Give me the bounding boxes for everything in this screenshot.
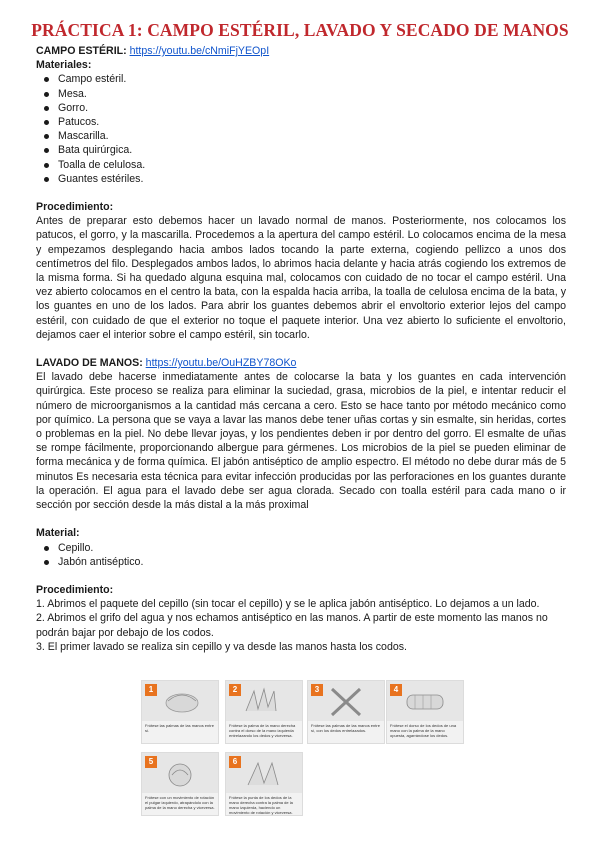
- list-item: Cepillo.: [58, 541, 566, 555]
- lavado-text: El lavado debe hacerse inmediatamente antes de colocarse la bata y los guantes en cada intervención quirúrgica. Este proceso se realiza para eliminar la suciedad, grasa, microbios de la piel, e intentar reducir el número de microorganismos a la cantidad más cercana a cero. Esto se hace tanto por método mecánico como por químico. La persona que se vaya a lavar las manos debe tener uñas cortas y sin esmalte, sin heridas, cortes o problemas en la piel. No debe llevar joyas, y los pendientes deben ir por dentro del gorro. El esmalte de uñas se rompe fácilmente, proporcionando albergue para gérmenes. Los microbios de la piel se pueden eliminar de forma mecánica y de forma química. El jabón antiséptico de amplio espectro. El método no debe durar más de 5 minutos Es necesaria esta técnica para evitar infección producidas por las perforaciones en los guantes durante la operación. El agua para el lavado debe ser agua clorada. Secado con toalla estéril para cada mano o ir sección por sección desde la más distal a la más proximal: [36, 371, 566, 512]
- procedure-text: Antes de preparar esto debemos hacer un lavado normal de manos. Posteriormente, nos colocamos los patucos, el gorro, y la mascarilla. Procedemos a la apertura del campo estéril. Lo colocamos encima de la mesa y empezamos desplegando hacia ambos lados tocando la parte externa, cogiendo pellizco a unos dos centímetros del filo. Desplegados ambos lados, lo abrimos hacia delante y hacia atrás cogiendo los extremos de la misma forma. Si ha quedado alguna esquina mal, colocamos con cuidado de no tocar el campo estéril. Una vez abierto colocamos en el centro la bata, con la espalda hacia arriba, la toalla de celulosa encima de la bata, y los guantes en uno de los lados. Para abrir los guantes debemos abrir el envoltorio exterior lejos del campo estéril, con cuidado de que el exterior no toque el paquete interior. Una vez abierto lo suficiente el envoltorio, dejamos caer el interior sobre el campo estéril, sin tocarlo.: [36, 215, 566, 341]
- bullet-icon: [44, 546, 49, 551]
- step-2: 2. Abrimos el grifo del agua y nos echamos antiséptico en las manos. A partir de este momento las manos no podrán bajar por debajo de los codos.: [36, 612, 548, 639]
- materials-heading: Materiales:: [36, 59, 92, 72]
- material-heading: Material:: [36, 527, 80, 540]
- step-number: 5: [145, 756, 157, 768]
- bullet-icon: [44, 134, 49, 139]
- figure-caption: Frótese con un movimiento de rotación el pulgar izquierdo, atrapándolo con la palma de la mano derecha y viceversa.: [145, 795, 215, 810]
- figure-caption: Frótese la punta de los dedos de la mano derecha contra la palma de la mano izquierda, haciendo un movimiento de rotación y viceversa.: [229, 795, 293, 815]
- figure-panel-2: [225, 680, 303, 744]
- lavado-video-link[interactable]: https://youtu.be/OuHZBY78OKo: [145, 357, 297, 370]
- list-item: Campo estéril.: [58, 72, 566, 86]
- list-item: Gorro.: [58, 101, 566, 115]
- list-item: Toalla de celulosa.: [58, 158, 566, 172]
- campo-video-link[interactable]: https://youtu.be/cNmiFjYEOpI: [129, 45, 270, 57]
- figure-caption: Frótese las palmas de las manos entre sí.: [145, 723, 214, 733]
- step-3: 3. El primer lavado se realiza sin cepillo y va desde las manos hasta los codos.: [36, 640, 407, 653]
- material-list: [36, 541, 566, 569]
- bullet-icon: [44, 163, 49, 168]
- bullet-icon: [44, 92, 49, 97]
- step-number: 1: [145, 684, 157, 696]
- list-item: Mesa.: [58, 87, 566, 101]
- bullet-icon: [44, 106, 49, 111]
- bullet-icon: [44, 77, 49, 82]
- figure-panel-1: [141, 680, 219, 744]
- bullet-icon: [44, 560, 49, 565]
- lavado-line: [36, 356, 566, 370]
- step-number: 4: [390, 684, 402, 696]
- figure-panel-5: [141, 752, 219, 816]
- step-number: 3: [311, 684, 323, 696]
- page-title: PRÁCTICA 1: CAMPO ESTÉRIL, LAVADO Y SECADO DE MANOS: [31, 20, 569, 40]
- figure-panel-6: [225, 752, 303, 816]
- campo-label: CAMPO ESTÉRIL:: [36, 45, 127, 57]
- bullet-icon: [44, 148, 49, 153]
- list-item: Jabón antiséptico.: [58, 555, 566, 569]
- figure-caption: Frótese la palma de la mano derecha contra el dorso de la mano izquierda entrelazando los dedos y viceversa.: [229, 723, 296, 738]
- campo-line: [36, 44, 566, 58]
- list-item: Mascarilla.: [58, 129, 566, 143]
- figure-panel-4: [386, 680, 464, 744]
- list-item: Bata quirúrgica.: [58, 143, 566, 157]
- list-item: Patucos.: [58, 115, 566, 129]
- procedure-heading: Procedimiento:: [36, 201, 114, 214]
- lavado-label: LAVADO DE MANOS:: [36, 357, 143, 370]
- materials-list: [36, 72, 566, 186]
- lavado-procedure-heading: Procedimiento:: [36, 583, 114, 596]
- figure-caption: Frótese las palmas de las manos entre sí, con los dedos entrelazados.: [311, 723, 380, 733]
- bullet-icon: [44, 177, 49, 182]
- steps-list: [36, 597, 566, 654]
- figure-caption: Frótese el dorso de los dedos de una mano con la palma de la mano opuesta, agarrándose los dedos.: [390, 723, 457, 738]
- list-item: Guantes estériles.: [58, 172, 566, 186]
- bullet-icon: [44, 120, 49, 125]
- step-1: 1. Abrimos el paquete del cepillo (sin tocar el cepillo) y se le aplica jabón antiséptico. Lo dejamos a un lado.: [36, 598, 540, 611]
- step-number: 2: [229, 684, 241, 696]
- figure-panel-3: [307, 680, 385, 744]
- document-body: [36, 44, 566, 654]
- step-number: 6: [229, 756, 241, 768]
